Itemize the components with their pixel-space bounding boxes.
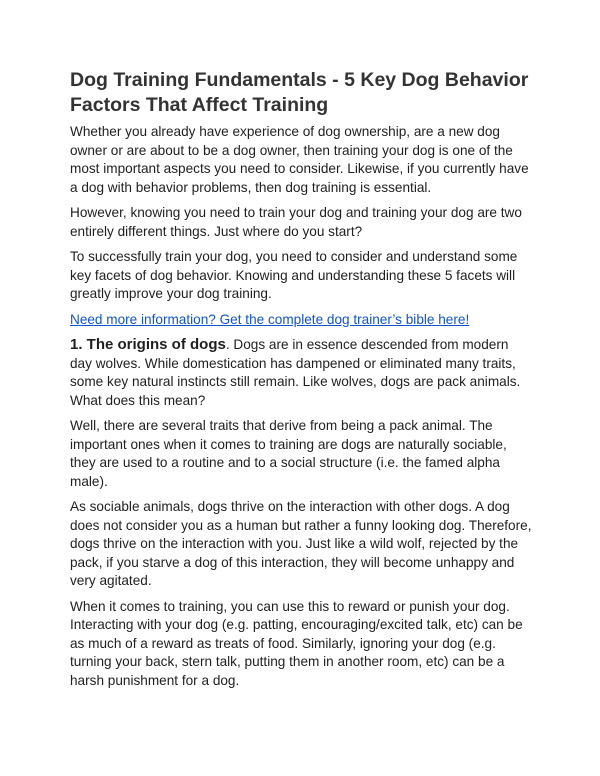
document-title: Dog Training Fundamentals - 5 Key Dog Behavior Factors That Affect Training [70,69,529,116]
dog-trainer-bible-link[interactable]: Need more information? Get the complete dog trainer’s bible here! [70,311,470,327]
body-paragraph-2: As sociable animals, dogs thrive on the interaction with other dogs. A dog does not consider you as a human but rather a funny looking dog. Therefore, dogs thrive on the interaction with you. Just like a wild wolf, rejected by the pack, if you starve a dog of this interaction, they will become unhappy and very agitated. [70,499,532,588]
body-paragraph-1: Well, there are several traits that derive from being a pack animal. The important ones when it comes to training are dogs are naturally sociable, they are used to a routine and to a social structure (i.e. the famed alpha male). [70,418,507,489]
body-paragraph-3: When it comes to training, you can use this to reward or punish your dog. Interacting with your dog (e.g. patting, encouraging/excited talk, etc) can be as much of a reward as treats of food. Similarly, ignoring your dog (e.g. turning your back, stern talk, putting them in another room, etc) can be a harsh punishment for a dog. [70,598,523,688]
section-1-paragraph [70,336,532,410]
document-content [70,68,532,697]
intro-paragraph-2: However, knowing you need to train your dog and training your dog are two entirely different things. Just where do you start? [70,205,522,239]
intro-paragraph-3: To successfully train your dog, you need to consider and understand some key facets of dog behavior. Knowing and understanding these 5 facets will greatly improve your dog training. [70,249,518,301]
section-1-heading: 1. The origins of dogs [70,336,226,353]
info-link-paragraph [70,311,532,330]
section-1-text: . Dogs are in essence descended from modern day wolves. While domestication has dampened or eliminated many traits, some key natural instincts still remain. Like wolves, dogs are pack animals. What does this mean? [70,337,521,408]
intro-paragraph-1: Whether you already have experience of dog ownership, are a new dog owner or are about to be a dog owner, then training your dog is one of the most important aspects you need to consider. Likewise, if you currently have a dog with behavior problems, then dog training is essential. [70,124,529,195]
